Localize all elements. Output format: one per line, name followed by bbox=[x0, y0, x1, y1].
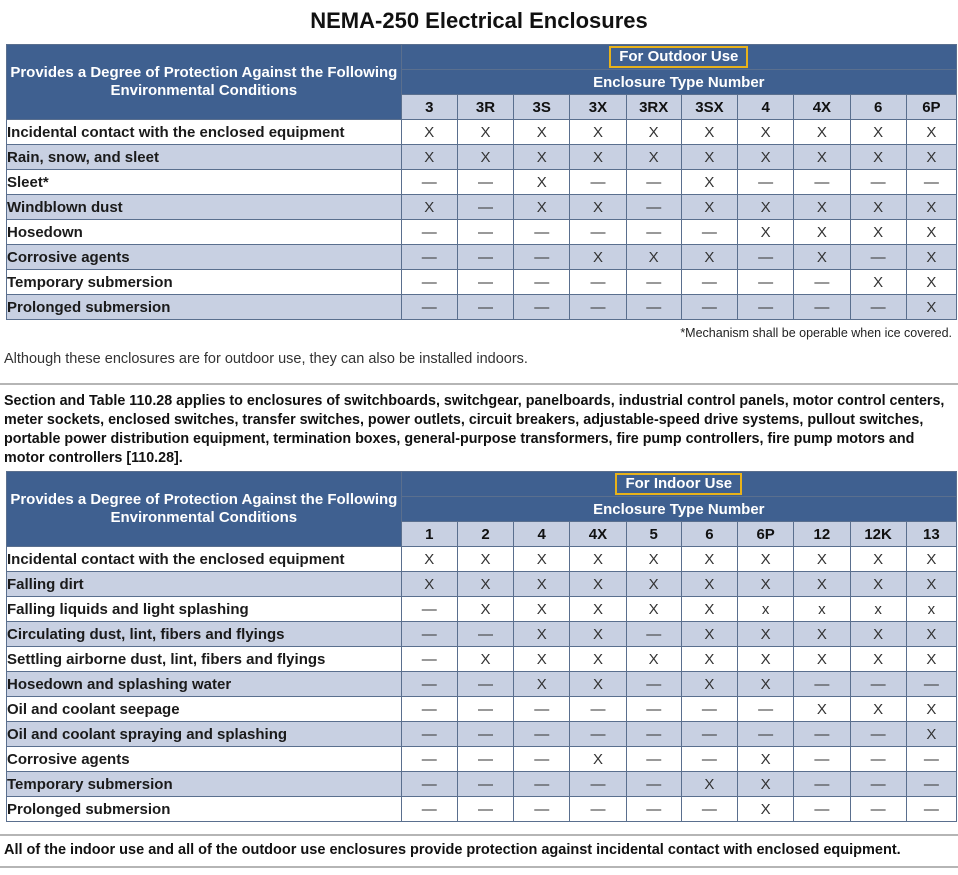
protection-mark: — bbox=[794, 797, 850, 822]
protection-mark: X bbox=[681, 195, 737, 220]
table-row bbox=[7, 220, 957, 245]
protection-mark: — bbox=[457, 622, 513, 647]
protection-mark: X bbox=[850, 145, 906, 170]
protection-mark: — bbox=[570, 220, 626, 245]
outdoor-use-label: For Outdoor Use bbox=[609, 46, 748, 68]
protection-mark: — bbox=[401, 647, 457, 672]
protection-mark: X bbox=[738, 747, 794, 772]
protection-mark: X bbox=[626, 120, 681, 145]
protection-mark: — bbox=[794, 170, 850, 195]
protection-mark: X bbox=[681, 170, 737, 195]
protection-mark: X bbox=[681, 672, 737, 697]
protection-mark: X bbox=[457, 120, 513, 145]
protection-mark: X bbox=[626, 547, 681, 572]
condition-header: Provides a Degree of Protection Against the Following Environmental Conditions bbox=[7, 45, 402, 120]
protection-mark: — bbox=[514, 295, 570, 320]
protection-mark: — bbox=[794, 772, 850, 797]
protection-mark: — bbox=[738, 697, 794, 722]
protection-mark: X bbox=[570, 747, 626, 772]
divider bbox=[0, 383, 958, 385]
protection-mark: X bbox=[794, 145, 850, 170]
protection-mark: X bbox=[570, 597, 626, 622]
protection-mark: — bbox=[850, 747, 906, 772]
protection-mark: — bbox=[738, 170, 794, 195]
enclosure-type-code: 13 bbox=[906, 522, 956, 547]
condition-label: Corrosive agents bbox=[7, 747, 402, 772]
protection-mark: — bbox=[457, 220, 513, 245]
protection-mark: — bbox=[738, 295, 794, 320]
protection-mark: — bbox=[514, 722, 570, 747]
protection-mark: x bbox=[906, 597, 956, 622]
protection-mark: X bbox=[457, 547, 513, 572]
enclosure-type-code: 3R bbox=[457, 95, 513, 120]
protection-mark: — bbox=[514, 797, 570, 822]
protection-mark: X bbox=[906, 145, 956, 170]
indoor-use-label: For Indoor Use bbox=[615, 473, 742, 495]
protection-mark: X bbox=[738, 145, 794, 170]
enclosure-type-code: 4X bbox=[794, 95, 850, 120]
outdoor-note: Although these enclosures are for outdoor use, they can also be installed indoors. bbox=[4, 351, 528, 367]
protection-mark: — bbox=[681, 270, 737, 295]
protection-mark: — bbox=[626, 195, 681, 220]
protection-mark: X bbox=[514, 120, 570, 145]
protection-mark: X bbox=[906, 572, 956, 597]
protection-mark: — bbox=[401, 672, 457, 697]
condition-label: Temporary submersion bbox=[7, 270, 402, 295]
protection-mark: X bbox=[738, 672, 794, 697]
all-enclosures-note: All of the indoor use and all of the outdoor use enclosures provide protection against incidental contact with enclosed equipment. bbox=[4, 842, 901, 858]
table-row bbox=[7, 195, 957, 220]
protection-mark: — bbox=[626, 797, 681, 822]
protection-mark: — bbox=[626, 747, 681, 772]
protection-mark: X bbox=[514, 145, 570, 170]
protection-mark: X bbox=[681, 597, 737, 622]
protection-mark: — bbox=[401, 697, 457, 722]
protection-mark: X bbox=[514, 647, 570, 672]
condition-label: Settling airborne dust, lint, fibers and flyings bbox=[7, 647, 402, 672]
protection-mark: X bbox=[850, 622, 906, 647]
protection-mark: X bbox=[794, 245, 850, 270]
enclosure-type-code: 3SX bbox=[681, 95, 737, 120]
protection-mark: X bbox=[738, 622, 794, 647]
protection-mark: — bbox=[850, 245, 906, 270]
table-row bbox=[7, 622, 957, 647]
table-row bbox=[7, 170, 957, 195]
protection-mark: — bbox=[514, 270, 570, 295]
protection-mark: — bbox=[457, 170, 513, 195]
protection-mark: X bbox=[401, 120, 457, 145]
protection-mark: X bbox=[850, 647, 906, 672]
condition-label: Corrosive agents bbox=[7, 245, 402, 270]
enclosure-type-code: 3 bbox=[401, 95, 457, 120]
protection-mark: X bbox=[514, 170, 570, 195]
protection-mark: — bbox=[570, 697, 626, 722]
protection-mark: X bbox=[794, 622, 850, 647]
protection-mark: — bbox=[457, 722, 513, 747]
protection-mark: — bbox=[794, 270, 850, 295]
protection-mark: — bbox=[850, 772, 906, 797]
protection-mark: X bbox=[681, 245, 737, 270]
enclosure-type-code: 6P bbox=[738, 522, 794, 547]
protection-mark: — bbox=[570, 722, 626, 747]
protection-mark: X bbox=[906, 722, 956, 747]
table-row bbox=[7, 672, 957, 697]
section-text: Section and Table 110.28 applies to enclosures of switchboards, switchgear, panelboards, industrial control panels, motor control centers, meter sockets, enclosed switches, transfer switches, power outlets, circuit breakers, adjustable-speed drive systems, pullout switches, portable power distribution equipment, termination boxes, general-purpose transformers, fire pump controllers, fire pump motors and motor controllers [110.28]. bbox=[4, 393, 945, 466]
protection-mark: X bbox=[570, 572, 626, 597]
protection-mark: X bbox=[850, 195, 906, 220]
protection-mark: X bbox=[457, 572, 513, 597]
protection-mark: X bbox=[738, 195, 794, 220]
protection-mark: — bbox=[401, 270, 457, 295]
protection-mark: X bbox=[514, 622, 570, 647]
table-row bbox=[7, 245, 957, 270]
protection-mark: — bbox=[457, 245, 513, 270]
protection-mark: — bbox=[570, 772, 626, 797]
protection-mark: X bbox=[401, 145, 457, 170]
protection-mark: X bbox=[457, 597, 513, 622]
table-row bbox=[7, 572, 957, 597]
protection-mark: — bbox=[681, 220, 737, 245]
protection-mark: — bbox=[457, 270, 513, 295]
protection-mark: X bbox=[794, 572, 850, 597]
enclosure-type-code: 12K bbox=[850, 522, 906, 547]
condition-label: Temporary submersion bbox=[7, 772, 402, 797]
protection-mark: X bbox=[906, 697, 956, 722]
condition-label: Circulating dust, lint, fibers and flyings bbox=[7, 622, 402, 647]
protection-mark: X bbox=[906, 120, 956, 145]
table-row bbox=[7, 270, 957, 295]
protection-mark: X bbox=[906, 295, 956, 320]
enclosure-type-code: 3S bbox=[514, 95, 570, 120]
protection-mark: X bbox=[906, 622, 956, 647]
table-row bbox=[7, 120, 957, 145]
table-row bbox=[7, 772, 957, 797]
protection-mark: X bbox=[850, 572, 906, 597]
protection-mark: — bbox=[906, 747, 956, 772]
condition-label: Falling dirt bbox=[7, 572, 402, 597]
protection-mark: X bbox=[514, 572, 570, 597]
protection-mark: — bbox=[850, 170, 906, 195]
enclosure-type-code: 4 bbox=[514, 522, 570, 547]
protection-mark: — bbox=[457, 772, 513, 797]
enclosure-type-code: 2 bbox=[457, 522, 513, 547]
protection-mark: — bbox=[906, 170, 956, 195]
protection-mark: X bbox=[681, 772, 737, 797]
divider bbox=[0, 834, 958, 836]
protection-mark: X bbox=[457, 145, 513, 170]
protection-mark: — bbox=[570, 170, 626, 195]
protection-mark: X bbox=[738, 572, 794, 597]
protection-mark: X bbox=[457, 647, 513, 672]
protection-mark: — bbox=[457, 672, 513, 697]
protection-mark: — bbox=[401, 772, 457, 797]
condition-header: Provides a Degree of Protection Against the Following Environmental Conditions bbox=[7, 472, 402, 547]
table-row bbox=[7, 747, 957, 772]
enclosure-type-code: 4 bbox=[738, 95, 794, 120]
protection-mark: — bbox=[401, 170, 457, 195]
protection-mark: — bbox=[850, 722, 906, 747]
protection-mark: — bbox=[626, 170, 681, 195]
condition-label: Oil and coolant spraying and splashing bbox=[7, 722, 402, 747]
enclosure-type-code: 12 bbox=[794, 522, 850, 547]
enclosure-type-code: 5 bbox=[626, 522, 681, 547]
protection-mark: — bbox=[401, 747, 457, 772]
protection-mark: X bbox=[738, 772, 794, 797]
protection-mark: — bbox=[626, 697, 681, 722]
protection-mark: — bbox=[514, 747, 570, 772]
condition-label: Oil and coolant seepage bbox=[7, 697, 402, 722]
condition-label: Prolonged submersion bbox=[7, 797, 402, 822]
protection-mark: X bbox=[738, 120, 794, 145]
protection-mark: — bbox=[514, 245, 570, 270]
protection-mark: — bbox=[401, 245, 457, 270]
protection-mark: — bbox=[626, 622, 681, 647]
enclosure-type-code: 6 bbox=[850, 95, 906, 120]
table-row bbox=[7, 697, 957, 722]
protection-mark: X bbox=[906, 220, 956, 245]
protection-mark: — bbox=[738, 270, 794, 295]
indoor-use-cell bbox=[401, 472, 956, 497]
protection-mark: — bbox=[626, 295, 681, 320]
protection-mark: — bbox=[738, 722, 794, 747]
protection-mark: X bbox=[681, 647, 737, 672]
table-row bbox=[7, 647, 957, 672]
protection-mark: — bbox=[850, 295, 906, 320]
protection-mark: X bbox=[626, 245, 681, 270]
condition-label: Windblown dust bbox=[7, 195, 402, 220]
page-title: NEMA-250 Electrical Enclosures bbox=[310, 8, 648, 33]
protection-mark: — bbox=[626, 722, 681, 747]
protection-mark: X bbox=[681, 120, 737, 145]
protection-mark: X bbox=[570, 195, 626, 220]
protection-mark: — bbox=[457, 797, 513, 822]
protection-mark: — bbox=[514, 772, 570, 797]
protection-mark: X bbox=[850, 547, 906, 572]
protection-mark: X bbox=[570, 647, 626, 672]
protection-mark: X bbox=[514, 597, 570, 622]
sleet-footnote: *Mechanism shall be operable when ice covered. bbox=[680, 326, 952, 340]
enclosure-type-header: Enclosure Type Number bbox=[401, 70, 956, 95]
protection-mark: — bbox=[906, 797, 956, 822]
protection-mark: X bbox=[794, 697, 850, 722]
protection-mark: X bbox=[850, 220, 906, 245]
protection-mark: X bbox=[681, 622, 737, 647]
condition-label: Sleet* bbox=[7, 170, 402, 195]
protection-mark: — bbox=[681, 797, 737, 822]
protection-mark: X bbox=[850, 270, 906, 295]
condition-label: Prolonged submersion bbox=[7, 295, 402, 320]
protection-mark: — bbox=[681, 722, 737, 747]
protection-mark: — bbox=[570, 797, 626, 822]
protection-mark: x bbox=[738, 597, 794, 622]
outdoor-enclosure-table bbox=[6, 44, 957, 320]
protection-mark: — bbox=[906, 672, 956, 697]
condition-label: Rain, snow, and sleet bbox=[7, 145, 402, 170]
table-row bbox=[7, 145, 957, 170]
protection-mark: X bbox=[738, 797, 794, 822]
protection-mark: X bbox=[906, 547, 956, 572]
protection-mark: X bbox=[850, 120, 906, 145]
table-row bbox=[7, 797, 957, 822]
protection-mark: — bbox=[626, 270, 681, 295]
enclosure-type-code: 6 bbox=[681, 522, 737, 547]
protection-mark: X bbox=[514, 547, 570, 572]
condition-label: Incidental contact with the enclosed equipment bbox=[7, 547, 402, 572]
protection-mark: — bbox=[401, 722, 457, 747]
protection-mark: — bbox=[681, 747, 737, 772]
protection-mark: — bbox=[401, 797, 457, 822]
divider bbox=[0, 866, 958, 868]
protection-mark: X bbox=[681, 547, 737, 572]
enclosure-type-code: 3X bbox=[570, 95, 626, 120]
protection-mark: X bbox=[906, 195, 956, 220]
protection-mark: — bbox=[401, 597, 457, 622]
protection-mark: X bbox=[906, 647, 956, 672]
protection-mark: X bbox=[401, 572, 457, 597]
protection-mark: — bbox=[401, 295, 457, 320]
protection-mark: X bbox=[738, 220, 794, 245]
condition-label: Incidental contact with the enclosed equipment bbox=[7, 120, 402, 145]
protection-mark: X bbox=[401, 547, 457, 572]
enclosure-type-header: Enclosure Type Number bbox=[401, 497, 956, 522]
protection-mark: X bbox=[570, 120, 626, 145]
protection-mark: X bbox=[570, 672, 626, 697]
protection-mark: X bbox=[850, 697, 906, 722]
enclosure-type-code: 1 bbox=[401, 522, 457, 547]
protection-mark: X bbox=[626, 145, 681, 170]
protection-mark: — bbox=[850, 797, 906, 822]
protection-mark: — bbox=[794, 722, 850, 747]
protection-mark: X bbox=[626, 597, 681, 622]
protection-mark: X bbox=[570, 547, 626, 572]
protection-mark: — bbox=[681, 295, 737, 320]
protection-mark: X bbox=[738, 547, 794, 572]
protection-mark: — bbox=[626, 672, 681, 697]
protection-mark: — bbox=[570, 270, 626, 295]
table-row bbox=[7, 547, 957, 572]
protection-mark: x bbox=[850, 597, 906, 622]
protection-mark: X bbox=[570, 245, 626, 270]
protection-mark: X bbox=[401, 195, 457, 220]
protection-mark: — bbox=[457, 697, 513, 722]
protection-mark: — bbox=[457, 295, 513, 320]
protection-mark: X bbox=[570, 145, 626, 170]
protection-mark: — bbox=[514, 220, 570, 245]
protection-mark: x bbox=[794, 597, 850, 622]
protection-mark: — bbox=[401, 220, 457, 245]
protection-mark: X bbox=[794, 195, 850, 220]
protection-mark: — bbox=[794, 295, 850, 320]
protection-mark: X bbox=[738, 647, 794, 672]
protection-mark: X bbox=[794, 220, 850, 245]
protection-mark: — bbox=[457, 195, 513, 220]
protection-mark: — bbox=[401, 622, 457, 647]
condition-label: Falling liquids and light splashing bbox=[7, 597, 402, 622]
table-row bbox=[7, 597, 957, 622]
protection-mark: — bbox=[850, 672, 906, 697]
protection-mark: — bbox=[794, 672, 850, 697]
enclosure-type-code: 4X bbox=[570, 522, 626, 547]
protection-mark: — bbox=[738, 245, 794, 270]
protection-mark: X bbox=[794, 647, 850, 672]
protection-mark: X bbox=[514, 195, 570, 220]
protection-mark: X bbox=[681, 572, 737, 597]
protection-mark: X bbox=[570, 622, 626, 647]
condition-label: Hosedown bbox=[7, 220, 402, 245]
protection-mark: X bbox=[626, 647, 681, 672]
table-row bbox=[7, 722, 957, 747]
protection-mark: X bbox=[794, 547, 850, 572]
outdoor-use-cell bbox=[401, 45, 956, 70]
indoor-enclosure-table bbox=[6, 471, 957, 822]
table-row bbox=[7, 295, 957, 320]
protection-mark: — bbox=[514, 697, 570, 722]
protection-mark: X bbox=[906, 270, 956, 295]
protection-mark: X bbox=[794, 120, 850, 145]
enclosure-type-code: 3RX bbox=[626, 95, 681, 120]
protection-mark: — bbox=[626, 772, 681, 797]
enclosure-type-code: 6P bbox=[906, 95, 956, 120]
protection-mark: X bbox=[626, 572, 681, 597]
condition-label: Hosedown and splashing water bbox=[7, 672, 402, 697]
protection-mark: — bbox=[457, 747, 513, 772]
protection-mark: — bbox=[626, 220, 681, 245]
protection-mark: — bbox=[794, 747, 850, 772]
protection-mark: — bbox=[906, 772, 956, 797]
protection-mark: — bbox=[681, 697, 737, 722]
protection-mark: X bbox=[906, 245, 956, 270]
protection-mark: — bbox=[570, 295, 626, 320]
protection-mark: X bbox=[681, 145, 737, 170]
protection-mark: X bbox=[514, 672, 570, 697]
